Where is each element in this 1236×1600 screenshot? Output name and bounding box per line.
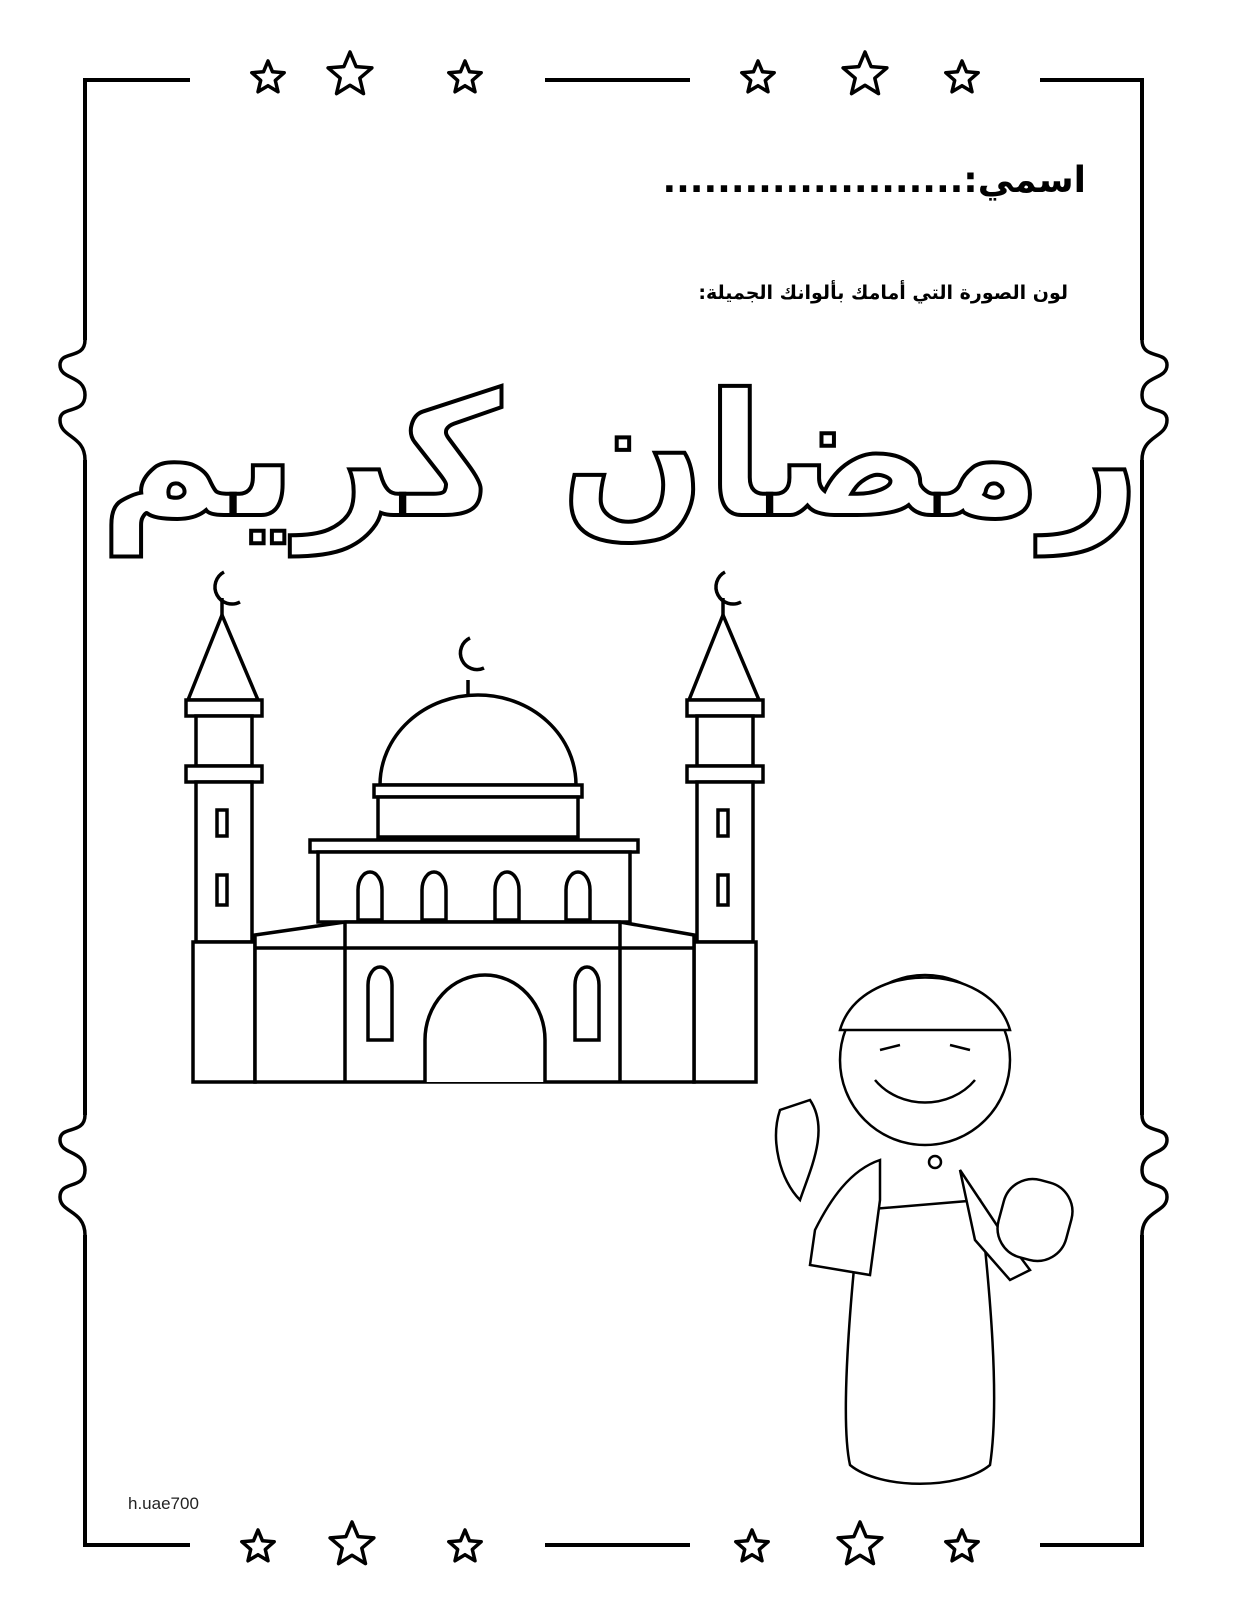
watermark: h.uae700 xyxy=(128,1494,199,1513)
instruction-text: لون الصورة التي أمامك بألوانك الجميلة: xyxy=(698,282,1068,304)
star-icon xyxy=(252,61,284,92)
mosque-illustration xyxy=(186,572,763,1082)
star-icon xyxy=(946,61,978,92)
star-icon xyxy=(742,61,774,92)
name-field-label: اسمي:...................... xyxy=(662,160,1086,201)
star-icon xyxy=(736,1530,768,1561)
star-icon xyxy=(449,1530,481,1561)
boy-illustration xyxy=(776,975,1079,1484)
star-icon xyxy=(838,1522,882,1564)
star-icon xyxy=(843,52,887,94)
star-icon xyxy=(946,1530,978,1561)
star-icon xyxy=(242,1530,274,1561)
title-outline: رمضان كريم xyxy=(99,358,1141,556)
star-icon xyxy=(328,52,372,94)
star-icon xyxy=(449,61,481,92)
star-icon xyxy=(330,1522,374,1564)
